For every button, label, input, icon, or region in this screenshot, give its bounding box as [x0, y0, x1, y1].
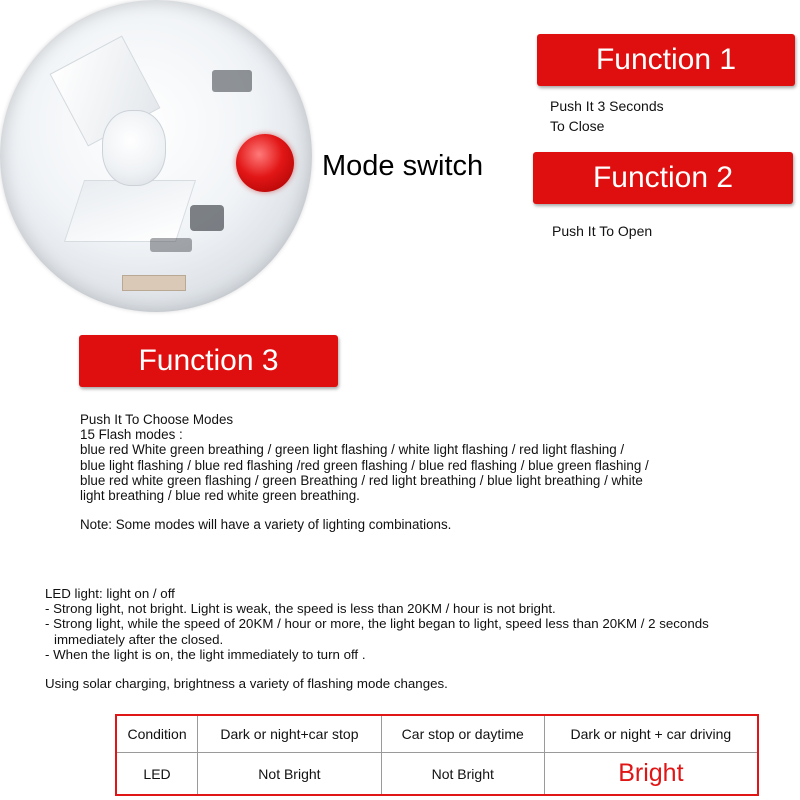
led-info-line: - Strong light, not bright. Light is weak, the speed is less than 20KM / hour is not bright.: [45, 601, 556, 617]
table-header-cell: Dark or night+car stop: [198, 715, 382, 753]
table-cell: LED: [116, 753, 198, 796]
table-cell: Not Bright: [381, 753, 544, 796]
mode-switch-label: Mode switch: [322, 150, 484, 182]
led-info-line: immediately after the closed.: [54, 631, 224, 647]
device-component: [190, 205, 224, 231]
modes-line: light breathing / blue red white green breathing.: [80, 488, 360, 504]
led-info-line: LED light: light on / off: [45, 586, 175, 601]
led-info-line: - Strong light, while the speed of 20KM / hour or more, the light began to light, speed less than 20KM / 2 seconds: [45, 616, 709, 632]
function-1-desc-line: Push It 3 Seconds: [550, 98, 664, 114]
table-cell-bright: Bright: [544, 753, 758, 796]
modes-line: blue light flashing / blue red flashing /red green flashing / blue red flashing / blue green flashing /: [80, 457, 649, 473]
function-1-desc-line: To Close: [550, 118, 605, 134]
table-header-row: [116, 715, 758, 753]
device-component: [150, 238, 192, 252]
table-header-cell: Condition: [116, 715, 198, 753]
modes-intro: Push It To Choose Modes: [80, 412, 234, 427]
led-info-section: [45, 586, 800, 691]
device-led-lens: [102, 110, 166, 186]
table-cell: Not Bright: [198, 753, 382, 796]
function-1-badge: Function 1: [537, 34, 795, 86]
function-1-description: [550, 96, 664, 136]
function-3-badge: Function 3: [79, 335, 338, 387]
device-strip: [122, 275, 186, 291]
function-2-badge: Function 2: [533, 152, 793, 204]
led-device-image: [0, 0, 312, 312]
device-solar-pad: [64, 180, 196, 242]
condition-table: [115, 714, 759, 796]
device-component: [212, 70, 252, 92]
table-header-cell: Car stop or daytime: [381, 715, 544, 753]
modes-line: blue red White green breathing / green light flashing / white light flashing / red light flashing /: [80, 442, 625, 458]
table-header-cell: Dark or night + car driving: [544, 715, 758, 753]
mode-switch-button-icon: [236, 134, 294, 192]
modes-count: 15 Flash modes :: [80, 427, 183, 443]
led-info-line: - When the light is on, the light immediately to turn off .: [45, 646, 366, 662]
function-2-desc-line: Push It To Open: [552, 223, 653, 239]
flash-modes-section: [80, 412, 780, 532]
modes-line: blue red white green flashing / green Breathing / red light breathing / blue light breathing / white: [80, 472, 643, 488]
function-2-description: [552, 221, 652, 241]
modes-note: Note: Some modes will have a variety of lighting combinations.: [80, 517, 452, 533]
solar-charging-text: Using solar charging, brightness a variety of flashing mode changes.: [45, 676, 448, 692]
table-row: [116, 753, 758, 796]
